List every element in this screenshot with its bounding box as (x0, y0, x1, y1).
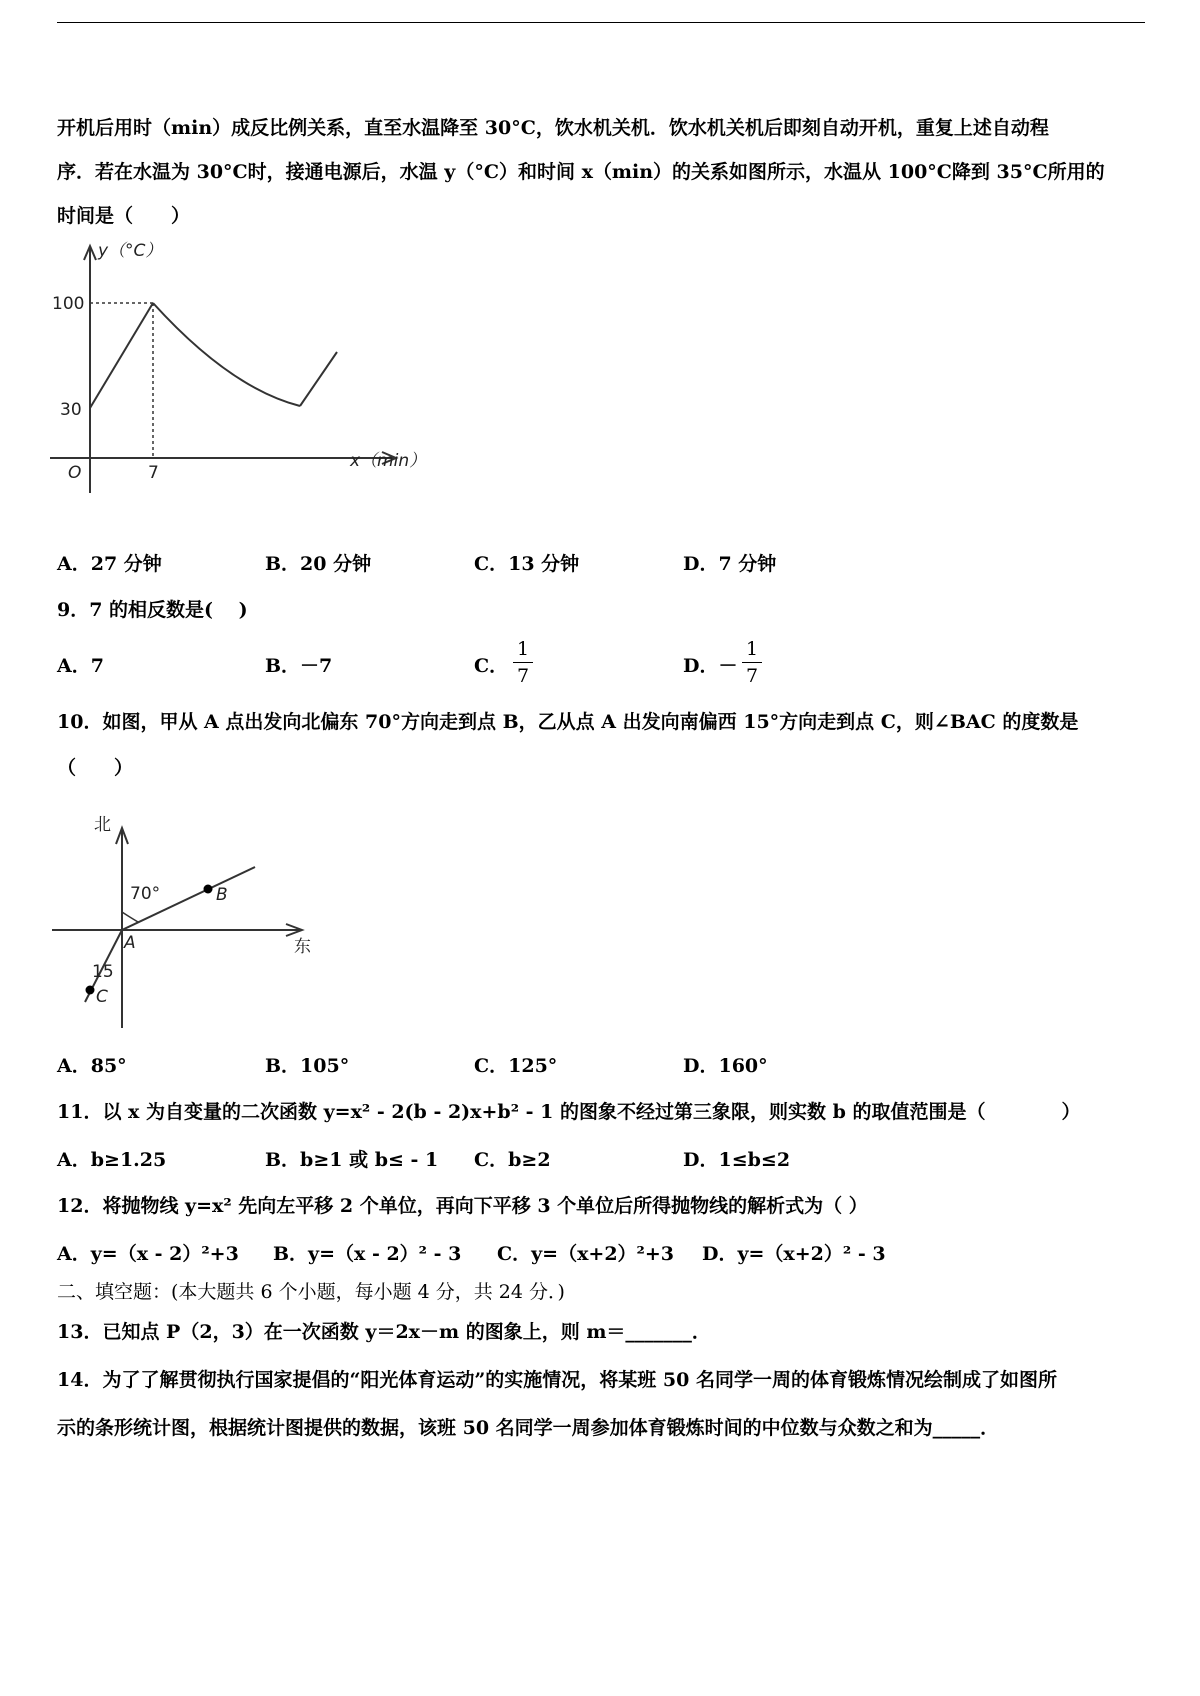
q8-temperature-graph (50, 238, 450, 538)
q9-option-c-prefix: C． (474, 655, 509, 677)
q10-text-line-2: （ ） (57, 757, 134, 779)
q14-text-line-2: 示的条形统计图，根据统计图提供的数据，该班 50 名同学一周参加体育锻炼时间的中位数与众数之和为_____． (57, 1417, 1000, 1439)
x-axis-label: x（min） (350, 451, 427, 471)
q9-option-a: A．7 (57, 655, 104, 677)
tick-label-100: 100 (52, 294, 85, 314)
east-label: 东 (294, 937, 311, 957)
q9-option-d-prefix: D．－ (683, 655, 738, 677)
q8-option-b: B．20 分钟 (265, 553, 372, 575)
q9-stem: 9．7 的相反数是( ) (57, 599, 248, 621)
angle-70-label: 70° (130, 884, 161, 904)
y-axis-label: y（°C） (98, 241, 163, 261)
point-c-label: C (96, 987, 108, 1007)
header-rule (57, 22, 1145, 23)
point-a-label: A (124, 933, 136, 953)
q10-option-c: C．125° (474, 1055, 558, 1077)
q12-option-d: D．y=（x+2）² - 3 (702, 1243, 886, 1265)
q11-stem: 11．以 x 为自变量的二次函数 y=x² - 2(b - 2)x+b² - 1 的图象不经过第三象限，则实数 b 的取值范围是（ ） (57, 1101, 1081, 1123)
q8-text-line-2: 序．若在水温为 30°C时，接通电源后，水温 y（°C）和时间 x（min）的关系如图所示，水温从 100°C降到 35°C所用的 (57, 161, 1105, 183)
q14-text-line-1: 14．为了了解贯彻执行国家提倡的“阳光体育运动”的实施情况，将某班 50 名同学一周的体育锻炼情况绘制成了如图所 (57, 1369, 1057, 1391)
q12-stem: 12．将抛物线 y=x² 先向左平移 2 个单位，再向下平移 3 个单位后所得抛物线的解析式为（ ） (57, 1195, 868, 1217)
q9-option-c-fraction (513, 638, 533, 687)
q8-option-c: C．13 分钟 (474, 553, 580, 575)
q10-option-a: A．85° (57, 1055, 127, 1077)
q9-option-c-denominator: 7 (516, 665, 530, 687)
point-c-dot (86, 986, 95, 995)
q11-option-c: C．b≥2 (474, 1149, 551, 1171)
q11-option-b: B．b≥1 或 b≤ - 1 (265, 1149, 439, 1171)
q10-option-b: B．105° (265, 1055, 350, 1077)
q9-option-d-denominator: 7 (745, 665, 759, 687)
reheating-segment (300, 352, 337, 406)
q11-option-d: D．1≤b≤2 (683, 1149, 791, 1171)
heating-segment (90, 303, 153, 408)
q12-option-c: C．y=（x+2）²+3 (497, 1243, 675, 1265)
north-label: 北 (94, 815, 111, 835)
origin-label: O (68, 463, 82, 483)
q8-option-d: D．7 分钟 (683, 553, 777, 575)
angle-15-label: 15 (92, 962, 114, 982)
q8-option-a: A．27 分钟 (57, 553, 162, 575)
point-b-label: B (216, 885, 228, 905)
q8-text-line-1: 开机后用时（min）成反比例关系，直至水温降至 30°C，饮水机关机．饮水机关机后即刻自动开机，重复上述自动程 (57, 117, 1049, 139)
q10-direction-figure (50, 800, 330, 1040)
q8-text-line-3: 时间是（ ） (57, 205, 191, 227)
q11-option-a: A．b≥1.25 (57, 1149, 167, 1171)
q13-stem: 13．已知点 P（2，3）在一次函数 y＝2x－m 的图象上，则 m＝_______． (57, 1321, 711, 1343)
section-2-heading: 二、填空题：(本大题共 6 个小题，每小题 4 分，共 24 分．) (57, 1281, 565, 1303)
q9-option-c-numerator: 1 (516, 638, 530, 660)
q9-option-b: B．－7 (265, 655, 333, 677)
q10-option-d: D．160° (683, 1055, 768, 1077)
q9-option-d-numerator: 1 (745, 638, 759, 660)
tick-label-7: 7 (148, 463, 159, 483)
q10-text-line-1: 10．如图，甲从 A 点出发向北偏东 70°方向走到点 B，乙从点 A 出发向南偏西 15°方向走到点 C，则∠BAC 的度数是 (57, 711, 1079, 733)
q12-option-b: B．y=（x - 2）² - 3 (273, 1243, 462, 1265)
q12-option-a: A．y=（x - 2）²+3 (57, 1243, 239, 1265)
tick-label-30: 30 (60, 400, 82, 420)
q9-option-d-fraction (742, 638, 762, 687)
point-b-dot (204, 885, 213, 894)
cooling-curve (153, 303, 300, 406)
angle-arc (122, 912, 138, 922)
